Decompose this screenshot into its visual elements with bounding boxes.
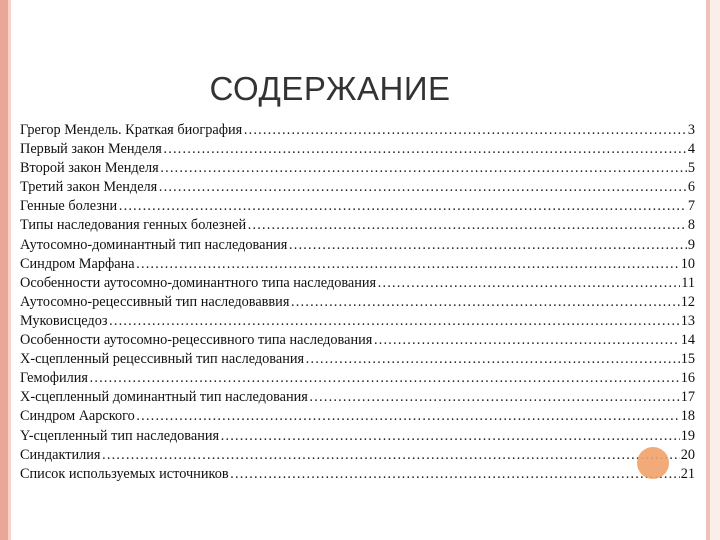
toc-row <box>20 465 695 484</box>
toc-label: Грегор Мендель. Краткая биография <box>20 122 243 138</box>
toc-page-number: 4 <box>687 141 695 158</box>
toc-label: Третий закон Менделя <box>20 179 158 196</box>
toc-label: Первый закон Менделя <box>20 141 162 158</box>
toc-label: Гемофилия <box>20 370 88 387</box>
toc-page-number: 9 <box>687 236 695 253</box>
toc-leader-dots <box>160 159 687 178</box>
toc-leader-dots <box>220 427 680 446</box>
toc-row <box>20 274 695 293</box>
toc-page-number: 11 <box>681 274 695 291</box>
toc-page-number: 18 <box>680 408 695 425</box>
toc-leader-dots <box>243 121 687 140</box>
toc-label: Синдром Аарского <box>20 408 135 425</box>
toc-label: Список используемых источников <box>20 465 229 482</box>
toc-row <box>20 197 695 216</box>
toc-page-number: 3 <box>687 122 695 138</box>
toc-row <box>20 293 695 312</box>
toc-label: Особенности аутосомно-рецессивного типа наследования <box>20 332 373 349</box>
toc-page-number: 8 <box>687 217 695 234</box>
toc-leader-dots <box>163 140 687 159</box>
toc-row <box>20 331 695 350</box>
decorative-orange-circle <box>637 447 669 479</box>
toc-label: Y-сцепленный тип наследования <box>20 427 220 444</box>
toc-leader-dots <box>118 197 687 216</box>
toc-row <box>20 369 695 388</box>
toc-row <box>20 350 695 369</box>
toc-row <box>20 140 695 159</box>
toc-page-number: 20 <box>680 446 695 463</box>
toc-page-number: 21 <box>680 465 695 482</box>
toc-page-number: 19 <box>680 427 695 444</box>
toc-page-number: 13 <box>680 312 695 329</box>
toc-page-number: 15 <box>680 351 695 368</box>
page-title: СОДЕРЖАНИЕ <box>209 70 451 107</box>
toc-page-number: 16 <box>680 370 695 387</box>
toc-leader-dots <box>158 178 687 197</box>
toc-label: Аутосомно-доминантный тип наследования <box>20 236 288 253</box>
toc-label: Синдактилия <box>20 446 101 463</box>
toc-row <box>20 407 695 426</box>
table-of-contents <box>20 121 695 484</box>
toc-row <box>20 178 695 197</box>
toc-row <box>20 159 695 178</box>
toc-label: Второй закон Менделя <box>20 160 159 177</box>
toc-label: Особенности аутосомно-доминантного типа наследования <box>20 274 377 291</box>
toc-label: Х-сцепленный доминантный тип наследования <box>20 389 308 406</box>
toc-page-number: 5 <box>687 160 695 177</box>
toc-row <box>20 216 695 235</box>
toc-leader-dots <box>136 255 680 274</box>
toc-row <box>20 312 695 331</box>
toc-leader-dots <box>247 216 687 235</box>
toc-label: Типы наследования генных болезней <box>20 217 247 234</box>
toc-page-number: 14 <box>680 332 695 349</box>
toc-row <box>20 446 695 465</box>
toc-leader-dots <box>230 465 680 484</box>
toc-page-number: 7 <box>687 198 695 215</box>
right-accent-band <box>710 0 720 540</box>
toc-row <box>20 427 695 446</box>
toc-row <box>20 121 695 140</box>
toc-leader-dots <box>377 274 680 293</box>
toc-leader-dots <box>309 388 680 407</box>
toc-page-number: 12 <box>680 293 695 310</box>
toc-page-number: 17 <box>680 389 695 406</box>
toc-page-number: 6 <box>687 179 695 196</box>
toc-leader-dots <box>136 407 680 426</box>
toc-leader-dots <box>89 369 680 388</box>
toc-label: Муковисцедоз <box>20 312 108 329</box>
toc-page-number: 10 <box>680 255 695 272</box>
toc-label: Аутосомно-рецессивный тип наследоваввия <box>20 293 290 310</box>
toc-row <box>20 236 695 255</box>
toc-label: Генные болезни <box>20 198 118 215</box>
toc-leader-dots <box>305 350 680 369</box>
toc-label: Синдром Марфана <box>20 255 135 272</box>
toc-leader-dots <box>109 312 680 331</box>
toc-leader-dots <box>101 446 679 465</box>
toc-leader-dots <box>288 236 686 255</box>
toc-row <box>20 388 695 407</box>
toc-label: Х-сцепленный рецессивный тип наследования <box>20 351 305 368</box>
toc-row <box>20 255 695 274</box>
right-accent-stripe <box>706 0 710 540</box>
toc-leader-dots <box>290 293 679 312</box>
toc-leader-dots <box>373 331 679 350</box>
